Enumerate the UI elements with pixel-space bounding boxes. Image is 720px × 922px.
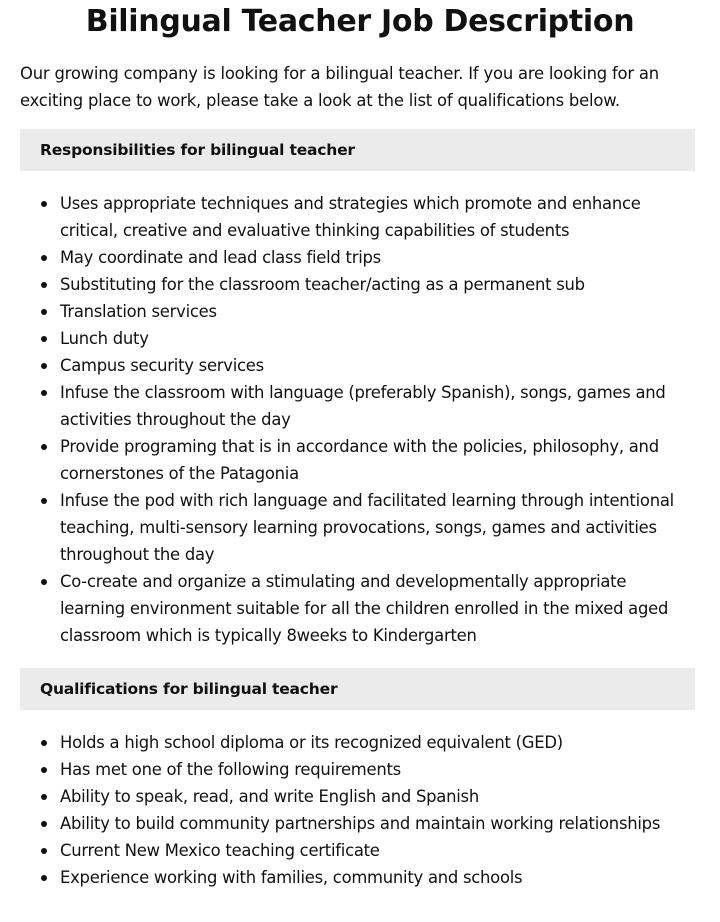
qualifications-heading: Qualifications for bilingual teacher	[20, 668, 695, 710]
bullet-icon	[41, 444, 47, 450]
bullet-icon	[41, 740, 47, 746]
bullet-icon	[41, 255, 47, 261]
list-item	[20, 271, 690, 298]
list-item	[20, 325, 690, 352]
list-item	[20, 379, 690, 433]
bullet-icon	[41, 363, 47, 369]
qualifications-list	[20, 729, 690, 891]
bullet-icon	[41, 201, 47, 207]
bullet-icon	[41, 309, 47, 315]
list-item-text: Infuse the pod with rich language and facilitated learning through intentional teaching, multi-sensory learning provocations, songs, games and activities throughout the day	[60, 491, 674, 564]
bullet-icon	[41, 767, 47, 773]
list-item-text: Substituting for the classroom teacher/acting as a permanent sub	[60, 275, 585, 294]
list-item-text: Current New Mexico teaching certificate	[60, 841, 380, 860]
bullet-icon	[41, 390, 47, 396]
list-item-text: Provide programing that is in accordance with the policies, philosophy, and cornerstones of the Patagonia	[60, 437, 659, 483]
list-item-text: Translation services	[60, 302, 217, 321]
bullet-icon	[41, 498, 47, 504]
list-item-text: Infuse the classroom with language (preferably Spanish), songs, games and activities throughout the day	[60, 383, 666, 429]
list-item	[20, 837, 690, 864]
list-item	[20, 864, 690, 891]
bullet-icon	[41, 875, 47, 881]
bullet-icon	[41, 794, 47, 800]
page-title: Bilingual Teacher Job Description	[85, 4, 635, 39]
list-item	[20, 298, 690, 325]
list-item-text: Experience working with families, community and schools	[60, 868, 523, 887]
list-item-text: Ability to speak, read, and write English and Spanish	[60, 787, 479, 806]
bullet-icon	[41, 821, 47, 827]
list-item	[20, 433, 690, 487]
list-item	[20, 352, 690, 379]
intro-paragraph: Our growing company is looking for a bilingual teacher. If you are looking for an exciting place to work, please take a look at the list of qualifications below.	[20, 64, 659, 110]
list-item-text: Holds a high school diploma or its recognized equivalent (GED)	[60, 733, 563, 752]
list-item-text: Co-create and organize a stimulating and developmentally appropriate learning environment suitable for all the children enrolled in the mixed aged classroom which is typically 8weeks to Kindergarten	[60, 572, 669, 645]
list-item	[20, 190, 690, 244]
list-item	[20, 729, 690, 756]
responsibilities-list	[20, 190, 690, 649]
list-item	[20, 487, 690, 568]
list-item	[20, 244, 690, 271]
list-item	[20, 810, 690, 837]
list-item	[20, 783, 690, 810]
list-item	[20, 756, 690, 783]
bullet-icon	[41, 579, 47, 585]
list-item-text: Has met one of the following requirements	[60, 760, 401, 779]
list-item-text: Campus security services	[60, 356, 264, 375]
bullet-icon	[41, 336, 47, 342]
bullet-icon	[41, 282, 47, 288]
responsibilities-heading: Responsibilities for bilingual teacher	[20, 129, 695, 171]
list-item	[20, 568, 690, 649]
list-item-text: Ability to build community partnerships and maintain working relationships	[60, 814, 661, 833]
list-item-text: May coordinate and lead class field trips	[60, 248, 381, 267]
bullet-icon	[41, 848, 47, 854]
list-item-text: Uses appropriate techniques and strategies which promote and enhance critical, creative and evaluative thinking capabilities of students	[60, 194, 641, 240]
list-item-text: Lunch duty	[60, 329, 149, 348]
